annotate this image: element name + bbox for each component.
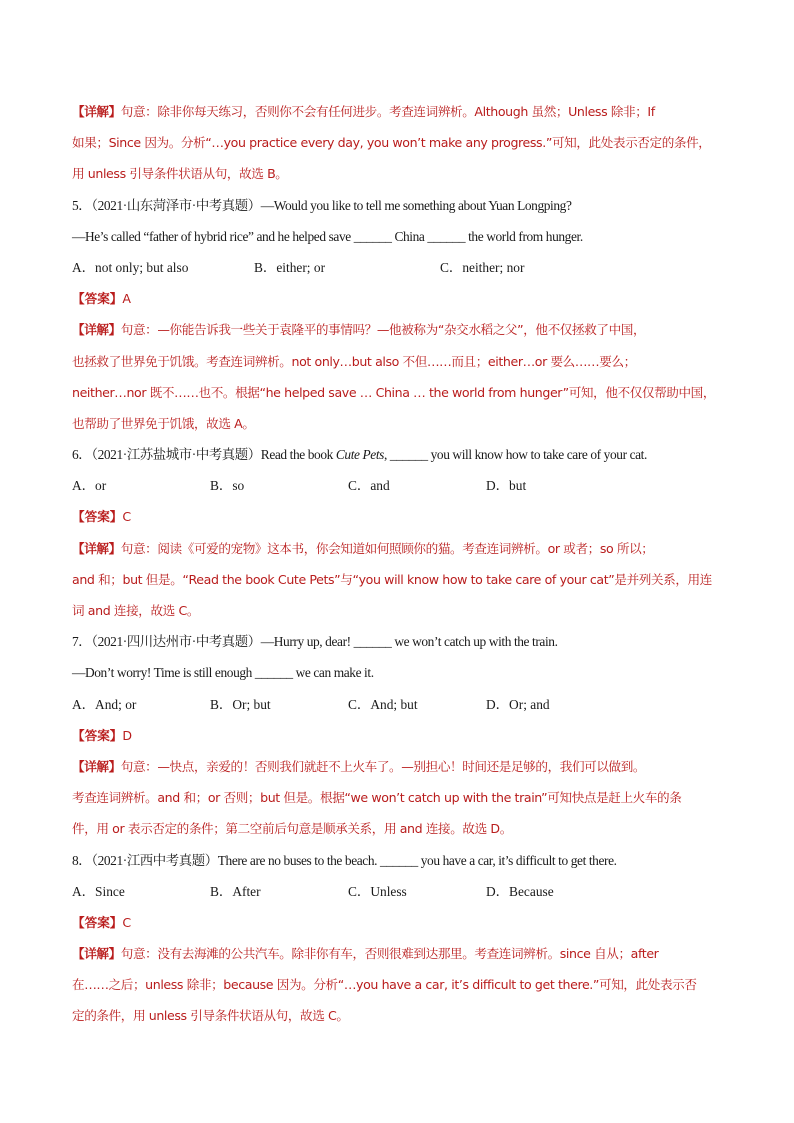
detail-tag: 【详解】 (72, 540, 121, 556)
answer-tag: 【答案】 (72, 291, 123, 307)
q5-option-a[interactable]: A．not only; but also (72, 259, 189, 275)
q5-option-b[interactable]: B．either; or (254, 259, 326, 275)
q7-answer-value: D (122, 727, 133, 743)
q4-detail-line-2: 如果；Since 因为。分析“…you practice every day, you won’t make any progress.”可知，此处表示否定的条件， (72, 135, 711, 151)
q6-option-b[interactable]: B．so (210, 478, 245, 494)
q5-stem-line-2: —He’s called “father of hybrid rice” and he helped save ______ China ______ the world from hunger. (72, 228, 583, 244)
answer-tag: 【答案】 (72, 914, 123, 930)
q7-option-c[interactable]: C．And; but (348, 696, 418, 712)
q6-detail-line-2: and 和；but 但是。“Read the book Cute Pets”与“you will know how to take care of your cat”是并列关系，用连 (72, 571, 712, 587)
document-page (72, 96, 722, 1032)
q7-stem-line-2: —Don’t worry! Time is still enough ______ we can make it. (72, 665, 374, 681)
q7-answer (72, 720, 722, 751)
q5-option-c[interactable]: C．neither; nor (440, 259, 525, 275)
q6-detail-line-3: 词 and 连接，故选 C。 (72, 603, 200, 618)
q8-option-b[interactable]: B．After (210, 883, 261, 899)
q7-detail-line-1: 【详解】句意：—快点，亲爱的！否则我们就赶不上火车了。—别担心！时间还是足够的，我们可以做到。 (72, 758, 646, 774)
q8-options (72, 876, 722, 907)
q8-option-c[interactable]: C．Unless (348, 883, 407, 899)
q6-option-d[interactable]: D．but (486, 478, 527, 494)
detail-tag: 【详解】 (72, 758, 121, 774)
q5-answer (72, 283, 722, 314)
detail-tag: 【详解】 (72, 946, 121, 962)
q6-options (72, 470, 722, 501)
q5-detail-line-1: 【详解】句意：—你能告诉我一些关于袁隆平的事情吗？—他被称为“杂交水稻之父”，他不仅拯救了中国， (72, 322, 646, 338)
q6-stem: 6．（2021·江苏盐城市·中考真题）Read the book Cute Pets, ______ you will know how to take care of your cat. (72, 447, 647, 463)
q8-detail-line-3: 定的条件，用 unless 引导条件状语从句，故选 C。 (72, 1008, 349, 1024)
q8-option-a[interactable]: A．Since (72, 883, 125, 899)
q6-answer (72, 501, 722, 532)
book-title: Cute Pets (335, 447, 384, 463)
q7-option-d[interactable]: D．Or; and (486, 696, 550, 712)
answer-tag: 【答案】 (72, 727, 123, 743)
q5-detail-line-4: 也帮助了世界免于饥饿，故选 A。 (72, 415, 255, 431)
q7-option-b[interactable]: B．Or; but (210, 696, 271, 712)
q5-detail-line-2: 也拯救了世界免于饥饿。考查连词辨析。not only…but also 不但……而且；either…or 要么……要么； (72, 353, 636, 369)
q7-stem: 7．（2021·四川达州市·中考真题）—Hurry up, dear! ______ we won’t catch up with the train. (72, 634, 558, 650)
q8-option-d[interactable]: D．Because (486, 883, 554, 899)
q8-detail-line-1: 【详解】句意：没有去海滩的公共汽车。除非你有车，否则很难到达那里。考查连词辨析。since 自从；after (72, 946, 659, 962)
q7-detail-line-3: 件，用 or 表示否定的条件；第二空前后句意是顺承关系，用 and 连接。故选 D。 (72, 821, 512, 837)
q8-stem: 8．（2021·江西中考真题）There are no buses to the beach. ______ you have a car, it’s difficult to get there. (72, 852, 617, 868)
q5-options (72, 252, 722, 283)
q4-detail-line-1: 【详解】句意：除非你每天练习，否则你不会有任何进步。考查连词辨析。Although 虽然；Unless 除非；If (72, 104, 655, 119)
q5-stem: 5．（2021·山东菏泽市·中考真题）—Would you like to tell me something about Yuan Longping? (72, 197, 572, 213)
q7-options (72, 689, 722, 720)
answer-tag: 【答案】 (72, 509, 123, 525)
detail-tag: 【详解】 (72, 104, 121, 119)
q5-detail-line-3: neither…nor 既不……也不。根据“he helped save … China … the world from hunger”可知，他不仅仅帮助中国， (72, 384, 716, 400)
q6-option-c[interactable]: C．and (348, 478, 390, 494)
q6-option-a[interactable]: A．or (72, 478, 107, 494)
q6-answer-value: C (122, 509, 132, 525)
q8-answer (72, 907, 722, 938)
q7-option-a[interactable]: A．And; or (72, 696, 137, 712)
q7-detail-line-2: 考查连词辨析。and 和；or 否则；but 但是。根据“we won’t catch up with the train”可知快点是赶上火车的条 (72, 790, 682, 806)
q6-detail-line-1: 【详解】句意：阅读《可爱的宠物》这本书，你会知道如何照顾你的猫。考查连词辨析。or 或者；so 所以； (72, 540, 654, 556)
q8-answer-value: C (122, 914, 132, 930)
q4-detail-line-3: 用 unless 引导条件状语从句，故选 B。 (72, 166, 288, 182)
detail-tag: 【详解】 (72, 322, 121, 338)
q5-answer-value: A (122, 291, 131, 307)
q8-detail-line-2: 在……之后；unless 除非；because 因为。分析“…you have a car, it’s difficult to get there.”可知，此处表示否 (72, 977, 697, 993)
